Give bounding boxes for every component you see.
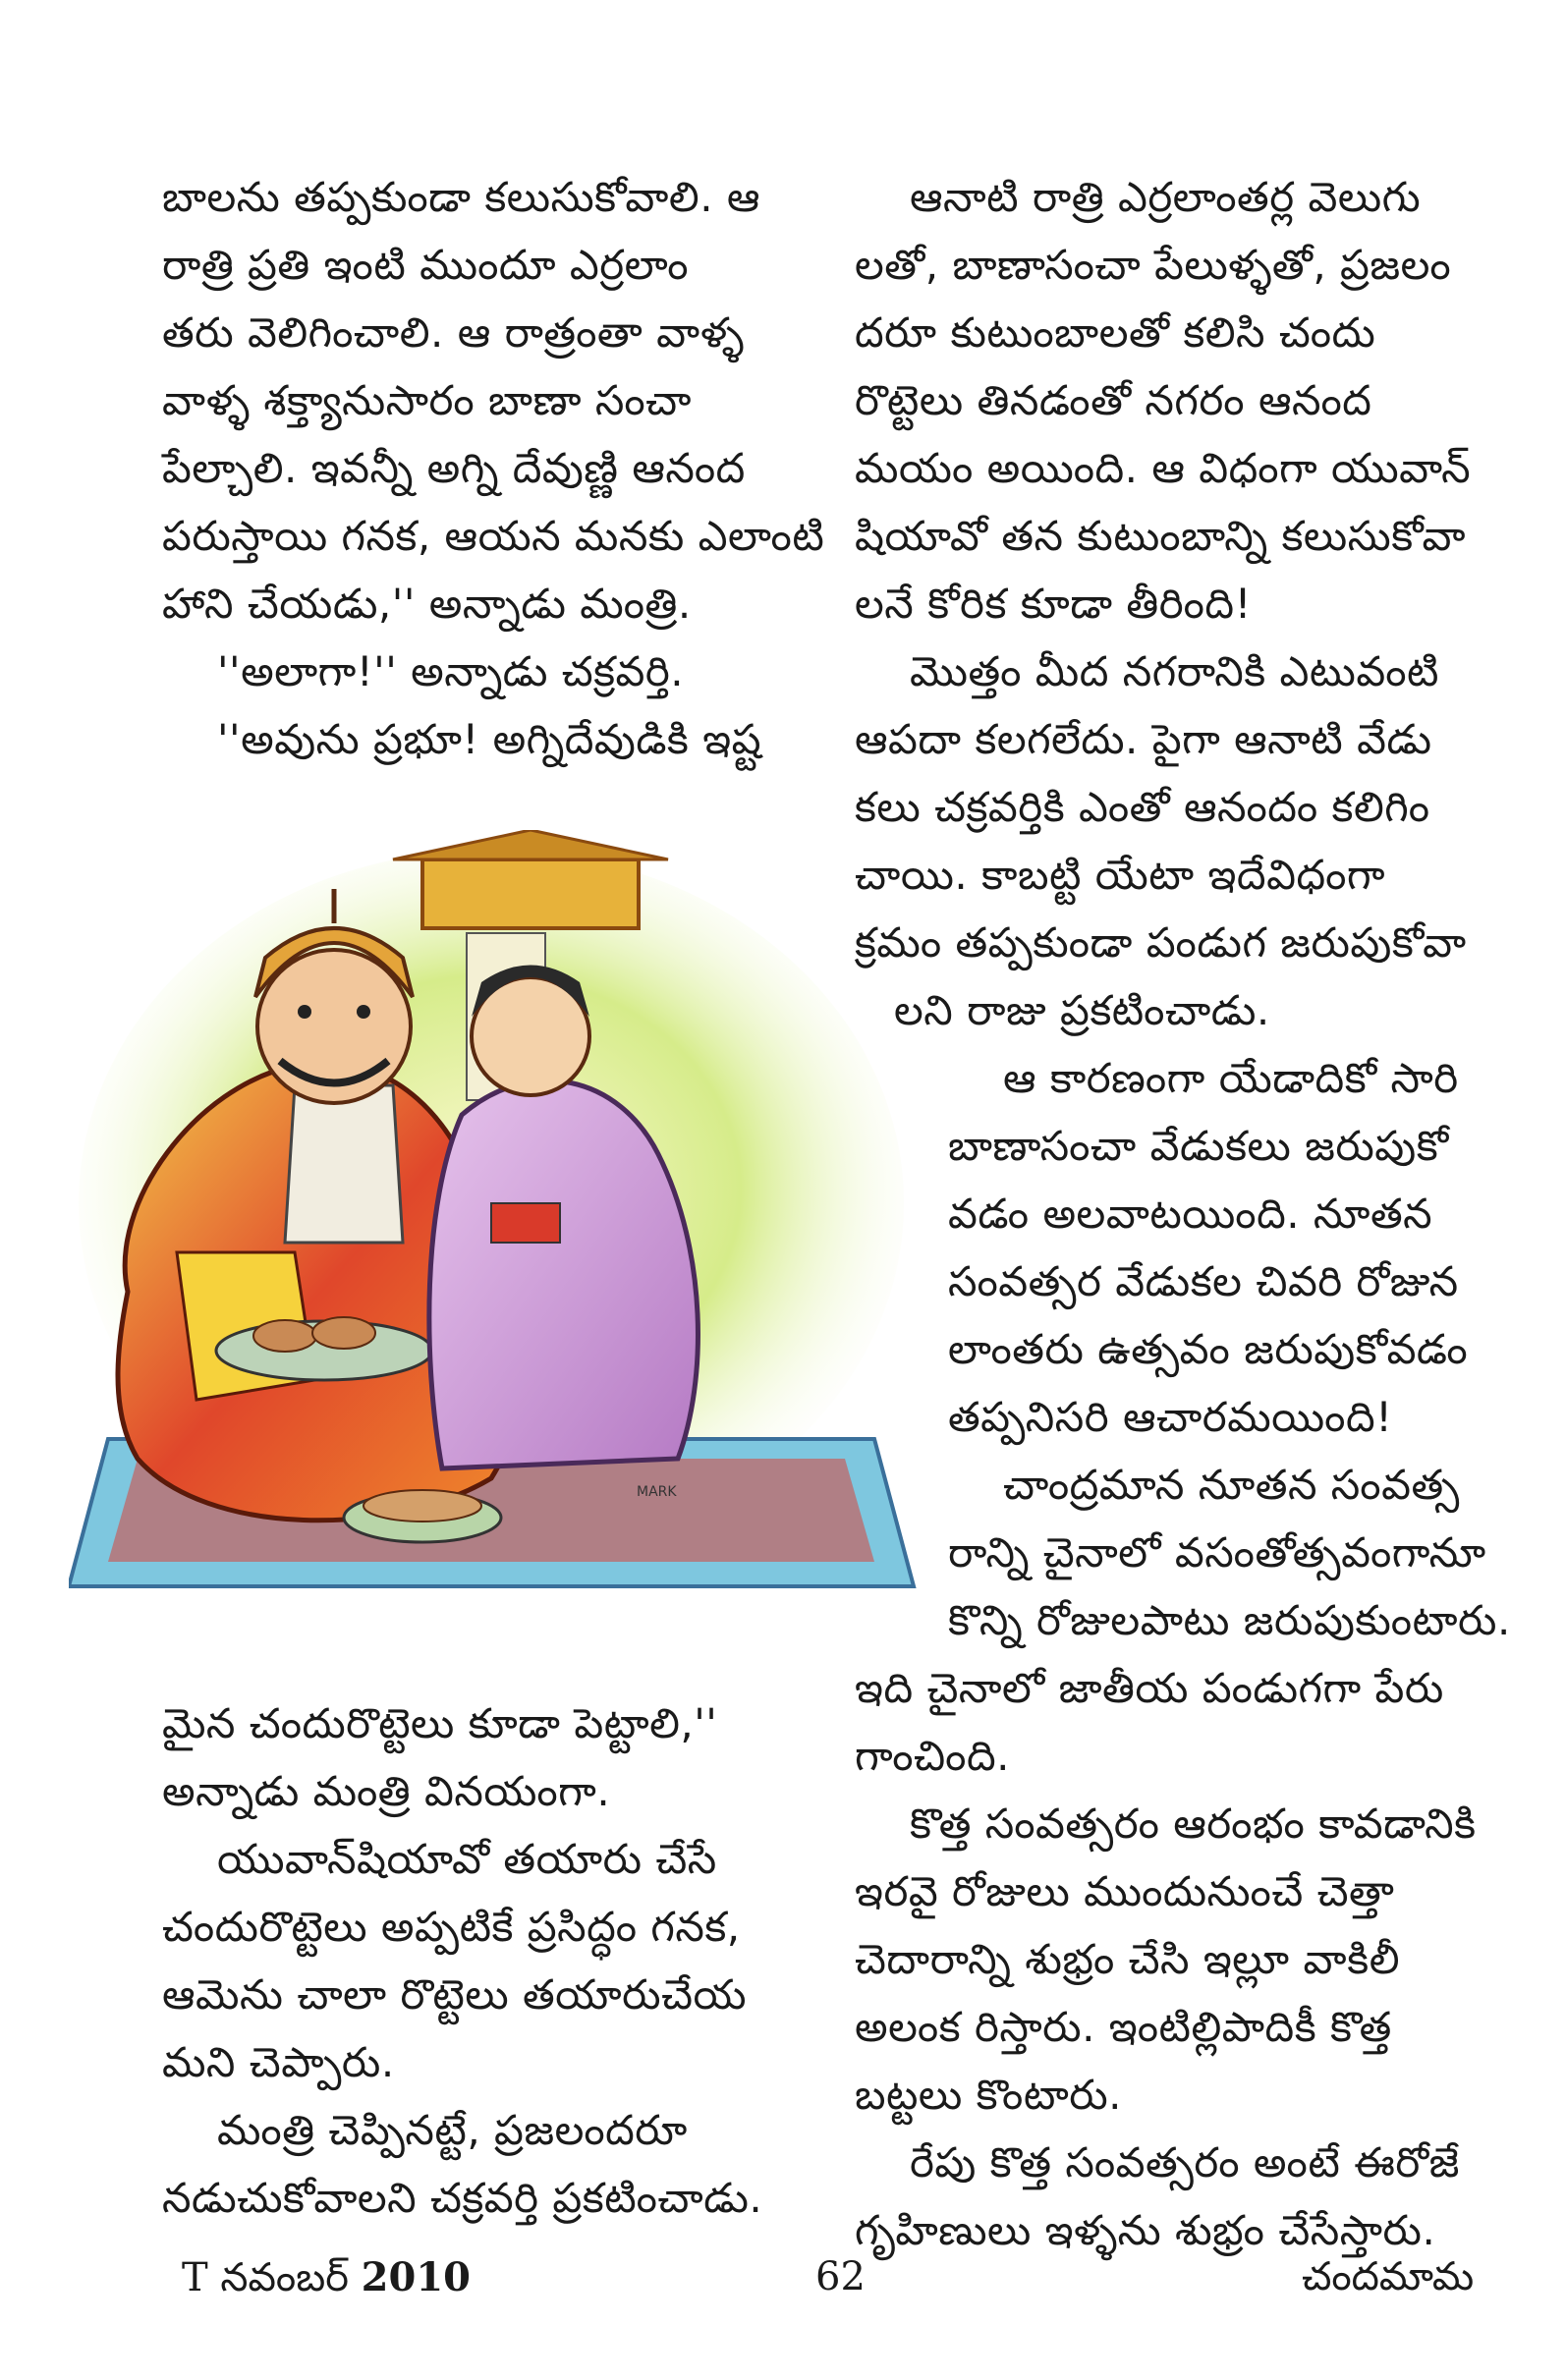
text-line: మని చెప్పారు. xyxy=(162,2038,395,2086)
issue-date xyxy=(182,2254,471,2310)
text-line: లతో, బాణాసంచా పేలుళ్ళతో, ప్రజలం xyxy=(855,241,1452,289)
emperor-minister-illustration xyxy=(69,830,923,1635)
text-line: మైన చందురొట్టెలు కూడా పెట్టాలి,'' xyxy=(162,1699,718,1747)
text-line: యువాన్‌షియావో తయారు చేసే xyxy=(217,1835,717,1883)
text-line: సంవత్సర వేడుకల చివరి రోజున xyxy=(948,1257,1459,1305)
text-line: కొత్త సంవత్సరం ఆరంభం కావడానికి xyxy=(910,1799,1477,1848)
text-line: నడుచుకోవాలని చక్రవర్తి ప్రకటించాడు. xyxy=(162,2174,763,2222)
pagoda xyxy=(422,859,639,928)
text-line: పరుస్తాయి గనక, ఆయన మనకు ఎలాంటి xyxy=(162,512,825,560)
text-line: ఆ కారణంగా యేడాదికో సారి xyxy=(1003,1054,1459,1102)
right-column-bottom xyxy=(948,1044,1566,1654)
text-line: క్రమం తప్పకుండా పండుగ జరుపుకోవా xyxy=(855,918,1467,967)
text-line: షియావో తన కుటుంబాన్ని కలుసుకోవా xyxy=(855,512,1467,560)
text-line: పేల్చాలి. ఇవన్నీ అగ్ని దేవుణ్ణి ఆనంద xyxy=(162,444,746,492)
text-line: చెదారాన్ని శుభ్రం చేసి ఇల్లూ వాకిలీ xyxy=(855,1935,1400,1983)
page-number: 62 xyxy=(815,2254,866,2299)
text-line: ఆనాటి రాత్రి ఎర్రలాంతర్ల వెలుగు xyxy=(910,173,1422,221)
text-line: తప్పనిసరి ఆచారమయింది! xyxy=(948,1393,1393,1441)
left-column-bottom xyxy=(162,1689,830,2232)
footer-year: 2010 xyxy=(361,2254,471,2300)
text-line: రొట్టెలు తినడంతో నగరం ఆనంద xyxy=(855,376,1372,424)
text-line: మంత్రి చెప్పినట్టే, ప్రజలందరూ xyxy=(217,2106,688,2154)
text-line: బాణాసంచా వేడుకలు జరుపుకో xyxy=(948,1122,1449,1170)
text-line: ఆపదా కలగలేదు. పైగా ఆనాటి వేడు xyxy=(855,715,1432,763)
text-line: గాంచింది. xyxy=(855,1732,1010,1780)
text-line: బాలను తప్పకుండా కలుసుకోవాలి. ఆ xyxy=(162,173,760,221)
text-line: చాయి. కాబట్టి యేటా ఇదేవిధంగా xyxy=(855,851,1386,899)
text-line: కలు చక్రవర్తికి ఎంతో ఆనందం కలిగిం xyxy=(855,783,1430,831)
artist-signature: MARK xyxy=(637,1484,677,1500)
text-line: కొన్ని రోజులపాటు జరుపుకుంటారు. xyxy=(948,1596,1511,1644)
text-line: అలంక రిస్తారు. ఇంటిల్లిపాదికీ కొత్త xyxy=(855,2003,1392,2051)
text-line: ఇది చైనాలో జాతీయ పండుగగా పేరు xyxy=(855,1664,1444,1712)
text-line: రేపు కొత్త సంవత్సరం అంటే ఈరోజే xyxy=(910,2138,1460,2186)
text-line: అన్నాడు మంత్రి వినయంగా. xyxy=(162,1767,611,1815)
text-line: లాంతరు ఉత్సవం జరుపుకోవడం xyxy=(948,1325,1469,1373)
text-line: రాత్రి ప్రతి ఇంటి ముందూ ఎర్రలాం xyxy=(162,241,690,289)
text-line: ఆమెను చాలా రొట్టెలు తయారుచేయ xyxy=(162,1970,748,2019)
text-line: తరు వెలిగించాలి. ఆ రాత్రంతా వాళ్ళ xyxy=(162,308,745,357)
magazine-name: చందమామ xyxy=(1302,2254,1475,2299)
right-column-final xyxy=(855,1654,1493,2264)
text-line: హాని చేయడు,'' అన్నాడు మంత్రి. xyxy=(162,580,692,628)
text-line: రాన్ని చైనాలో వసంతోత్సవంగానూ xyxy=(948,1528,1486,1577)
text-line: వడం అలవాటయింది. నూతన xyxy=(948,1190,1433,1238)
footer-month: నవంబర్ xyxy=(220,2255,349,2300)
left-column-top xyxy=(162,163,825,773)
text-line: లని రాజు ప్రకటించాడు. xyxy=(894,986,1270,1034)
text-line: చాంద్రమాన నూతన సంవత్స xyxy=(1003,1461,1460,1509)
text-line: వాళ్ళ శక్త్యానుసారం బాణా సంచా xyxy=(162,376,692,424)
text-line: చందురొట్టెలు అప్పటికే ప్రసిద్ధం గనక, xyxy=(162,1903,741,1951)
text-line: మొత్తం మీద నగరానికి ఎటువంటి xyxy=(910,647,1439,695)
footer-letter: T xyxy=(182,2255,208,2300)
text-line: దరూ కుటుంబాలతో కలిసి చందు xyxy=(855,308,1376,357)
text-line: బట్టలు కొంటారు. xyxy=(855,2071,1123,2119)
text-line: ''అలాగా!'' అన్నాడు చక్రవర్తి. xyxy=(217,647,685,695)
text-line: మయం అయింది. ఆ విధంగా యువాన్ xyxy=(855,444,1472,492)
text-line: ఇరవై రోజులు ముందునుంచే చెత్తా xyxy=(855,1867,1395,1915)
right-column-top xyxy=(855,163,1483,1044)
text-line: లనే కోరిక కూడా తీరింది! xyxy=(855,580,1252,628)
text-line: ''అవును ప్రభూ! అగ్నిదేవుడికి ఇష్ట xyxy=(217,715,762,763)
text-line: గృహిణులు ఇళ్ళను శుభ్రం చేసేస్తారు. xyxy=(855,2206,1436,2254)
